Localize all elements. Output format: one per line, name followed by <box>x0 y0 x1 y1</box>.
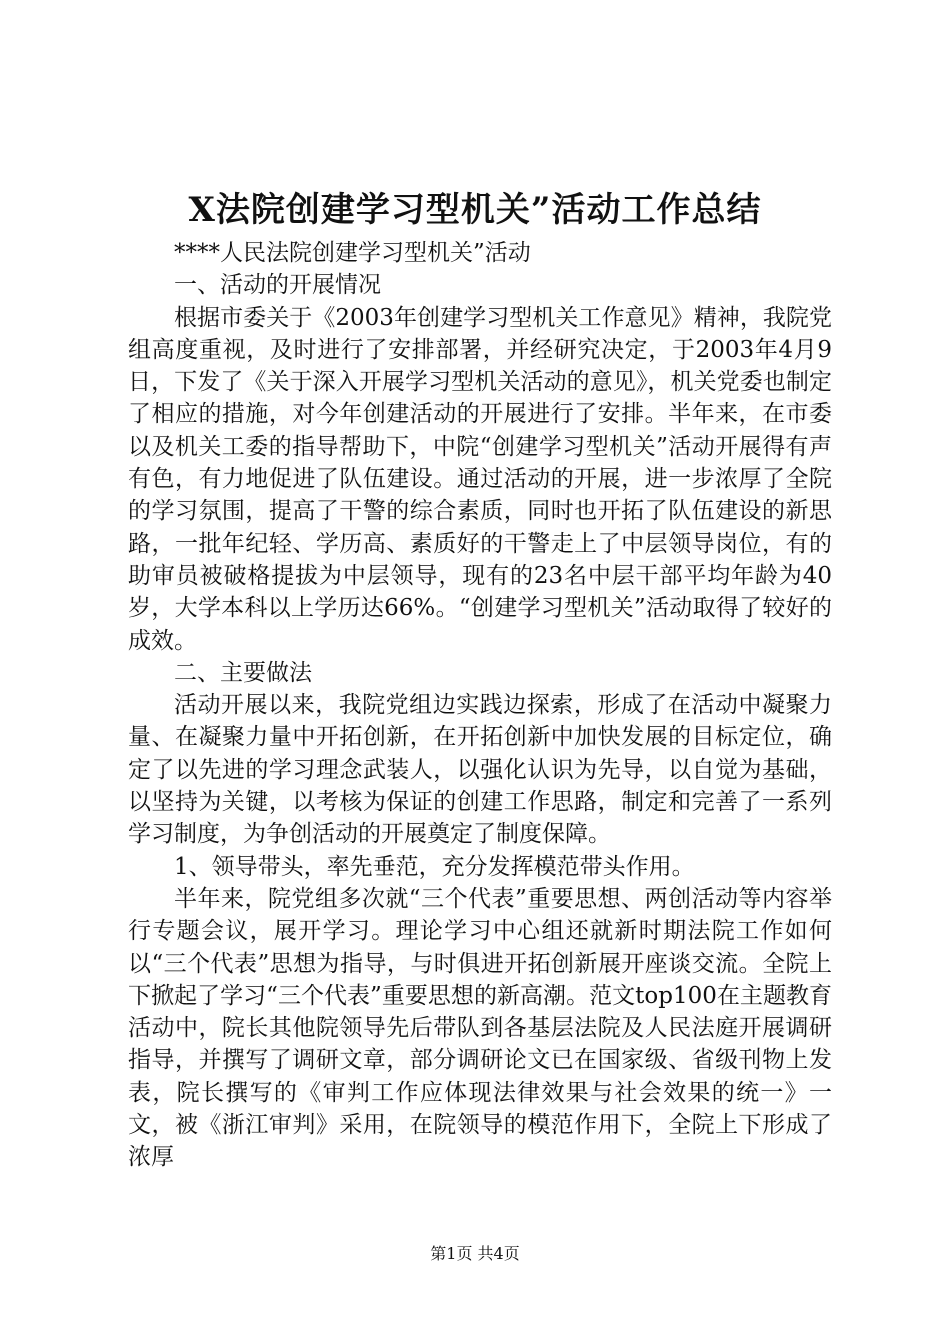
page-number-footer: 第1页 共4页 <box>430 1244 520 1263</box>
subsection-heading-1: 1、领导带头，率先垂范，充分发挥模范带头作用。 <box>174 853 695 880</box>
section-heading-1: 一、活动的开展情况 <box>174 272 381 299</box>
subtitle-line: ****人民法院创建学习型机关”活动 <box>174 240 531 266</box>
document-body <box>128 237 832 1174</box>
body-paragraph: 根据市委关于《2003年创建学习型机关工作意见》精神，我院党组高度重视，及时进行了安排部署，并经研究决定，于2003年4月9日，下发了《关于深入开展学习型机关活动的意见》，机关党委也制定了相应的措施，对今年创建活动的开展进行了安排。半年来，在市委以及机关工委的指导帮助下，中院“创建学习型机关”活动开展得有声有色，有力地促进了队伍建设。通过活动的开展，进一步浓厚了全院的学习氛围，提高了干警的综合素质，同时也开拓了队伍建设的新思路，一批年纪轻、学历高、素质好的干警走上了中层领导岗位，有的助审员被破格提拔为中层领导，现有的23名中层干部平均年龄为40岁，大学本科以上学历达66%。“创建学习型机关”活动取得了较好的成效。 <box>128 304 832 654</box>
body-paragraph: 活动开展以来，我院党组边实践边探索，形成了在活动中凝聚力量、在凝聚力量中开拓创新，在开拓创新中加快发展的目标定位，确定了以先进的学习理念武装人，以强化认识为先导，以自觉为基础，以坚持为关键，以考核为保证的创建工作思路，制定和完善了一系列学习制度，为争创活动的开展奠定了制度保障。 <box>128 692 832 848</box>
document-title: X法院创建学习型机关”活动工作总结 <box>188 190 762 230</box>
body-paragraph: 半年来，院党组多次就“三个代表”重要思想、两创活动等内容举行专题会议，展开学习。理论学习中心组还就新时期法院工作如何以“三个代表”思想为指导，与时俱进开拓创新展开座谈交流。全院上下掀起了学习“三个代表”重要思想的新高潮。范文top100在主题教育活动中，院长其他院领导先后带队到各基层法院及人民法庭开展调研指导，并撰写了调研文章，部分调研论文已在国家级、省级刊物上发表，院长撰写的《审判工作应体现法律效果与社会效果的统一》一文，被《浙江审判》采用，在院领导的模范作用下，全院上下形成了浓厚 <box>128 885 832 1171</box>
section-heading-2: 二、主要做法 <box>174 659 312 686</box>
